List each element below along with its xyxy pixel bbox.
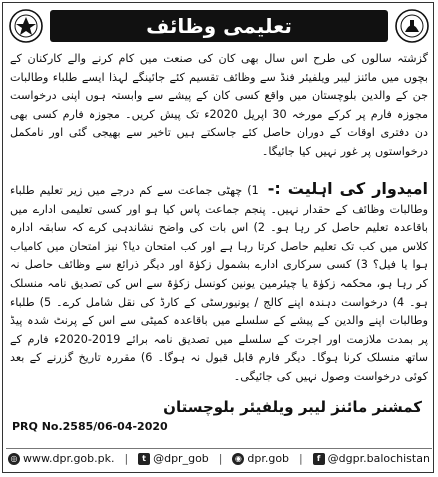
- instagram-link[interactable]: [232, 452, 289, 465]
- eligibility-text: 1) چھٹی جماعت سے کم درجے میں زیر تعلیم طلباء وطالبات وظائف کے حقدار نہیں۔ پنجم جماعت پاس کیا ہو اور کسی تعلیمی ادارے میں باقاعدہ تعلیم حاصل کر رہا ہو۔ 2) اس بات کی واضح نشاندہی کرے کہ سابقہ ادارہ کلاس میں کب تک تعلیم حاصل کرتا رہا ہے اور کب امتحان دیا؟ نیز امتحان میں کامیاب ہوا یا فیل؟ 3) کسی سرکاری ادارے بشمول زکوٰۃ اور دیگر ذرائع سے وظائف حاصل نہ کر رہا ہو، محکمہ زکوٰۃ یا چیئرمین یونین کونسل زکوٰۃ سے اس کی تصدیق نامہ منسلک ہو۔ 4) درخواست دہندہ اپنے کالج / یونیورسٹی کے کارڈ کی نقل شامل کرے۔ 5) طلباء وطالبات اپنے والدین کے پیشے کے سلسلے میں باقاعدہ کمیٹی سے اس کے پرنٹ شدہ پیڈ پر بمدت ملازمت اور اجرت کے سلسلے میں تصدیق نامہ برائے 2019-2020ء فارم کے ساتھ منسلک کرنا ہوگا۔ دیگر فارم قابل قبول نہ ہوگا۔ 6) مقررہ تاریخ گزرنے کے بعد کوئی درخواست وصول نہیں کی جائیگی۔: [10, 184, 428, 383]
- facebook-link[interactable]: [313, 452, 430, 465]
- globe-icon: ◎: [8, 453, 20, 465]
- title-band: [50, 10, 388, 42]
- government-seal-icon: [394, 8, 430, 44]
- facebook-icon: f: [313, 453, 325, 465]
- eligibility-paragraph: [10, 180, 428, 387]
- instagram-icon: ◉: [232, 453, 244, 465]
- twitter-text: @dpr_gob: [153, 452, 209, 465]
- prq-number: PRQ No.2585/06-04-2020: [12, 420, 168, 433]
- header: [6, 6, 432, 46]
- website-link[interactable]: [8, 452, 115, 465]
- eligibility-heading: امیدوار کی اہلیت :-: [267, 179, 429, 198]
- social-bar: [6, 448, 432, 468]
- separator: |: [298, 452, 303, 465]
- twitter-link[interactable]: [138, 452, 209, 465]
- instagram-text: dpr.gob: [247, 452, 290, 465]
- intro-paragraph: گزشتہ سالوں کی طرح اس سال بھی کان کی صنعت میں کام کرنے والے کارکنان کے بچوں میں مائنز لیبر ویلفیئر فنڈ سے وظائف تقسیم کئے جائینگے لہذا ایسے طلباء وطالبات جن کے والدین بلوچستان میں واقع کسی کان کے پیشے سے وابستہ ہوں اپنی درخواست مجوزہ فارم پر کرکے مورخہ 30 اپریل 2020ء تک پیش کریں۔ مجوزہ فارم کسی بھی دن دفتری اوقات کے دوران حاصل کئے جاسکتے ہیں تاخیر سے بھیجی گئی اور نامکمل درخواستوں پر غور نہیں کیا جائیگا۔: [10, 52, 429, 158]
- page-title: تعلیمی وظائف: [146, 14, 292, 38]
- government-seal-icon: [8, 8, 44, 44]
- facebook-text: @dgpr.balochistan: [327, 452, 430, 465]
- signature: کمشنر مائنز لیبر ویلفیئر بلوچستان: [163, 398, 422, 416]
- separator: |: [124, 452, 129, 465]
- signature-block: [8, 398, 430, 438]
- website-text: www.dpr.gob.pk.: [23, 452, 115, 465]
- twitter-icon: t: [138, 453, 150, 465]
- separator: |: [218, 452, 223, 465]
